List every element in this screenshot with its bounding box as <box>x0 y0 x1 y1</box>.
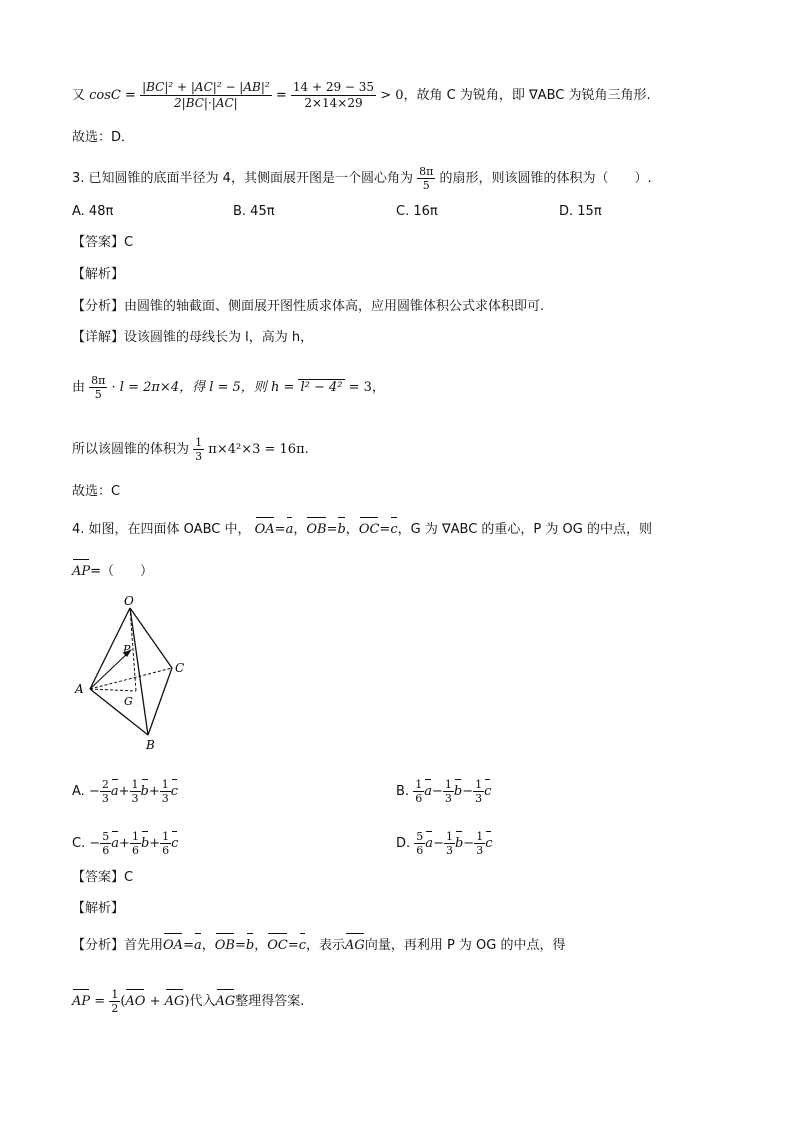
q4-stem-cont: AP=（ ） <box>72 562 153 582</box>
cos-c: cosC <box>89 88 121 103</box>
label-b: B <box>146 738 155 752</box>
q3-step1: 由 $\frac{8\pi}{5}$ · l = 2π×4，得 l = 5，则 h = l² − 4² = 3， <box>72 374 385 401</box>
q3-option-b[interactable]: B. 45π <box>233 204 275 219</box>
vec-ao: AO <box>125 992 145 1012</box>
label-g: G <box>124 695 133 708</box>
q4-fenxi: 【分析】首先用OA=a，OB=b，OC=c，表示AG向量，再利用 P 为 OG 的中点，得 <box>72 936 566 956</box>
q4-final: AP = $\frac{1}{2}$ (AO + AG)代入AG整理得答案. <box>72 988 305 1015</box>
step2-fraction: $\frac{1}{3}$ <box>195 436 203 463</box>
eq: = <box>125 88 136 103</box>
q3-option-a[interactable]: A. 48π <box>72 204 114 219</box>
vec-oa: OA <box>255 520 275 540</box>
edge-oc <box>130 608 172 668</box>
label-a: A <box>75 682 84 696</box>
q3-analysis-label: 【解析】 <box>72 267 125 282</box>
cos-fraction-2: $\frac{14 + 29 - 35}{2\times 14\times 29}$ <box>292 80 375 110</box>
cosine-line <box>72 80 651 111</box>
tetrahedron-figure <box>70 592 200 754</box>
cos-fraction-1: $\frac{\text{|BC|² + |AC|² − |AB|²}}{2|BC|\cdot|AC|}$ <box>142 80 270 110</box>
angle-fraction: $\frac{8\pi}{5}$ <box>419 165 434 192</box>
q3-step2: 所以该圆锥的体积为 $\frac{1}{3}$ π×4²×3 = 16π. <box>72 436 309 463</box>
segment-ap <box>90 651 130 689</box>
vec-ag: AG <box>345 936 365 956</box>
label-o: O <box>124 594 134 608</box>
edge-ac <box>90 668 172 689</box>
vec-ap: AP <box>72 562 90 582</box>
q3-fenxi: 【分析】由圆锥的轴截面、侧面展开图性质求体高，应用圆锥体积公式求体积即可. <box>72 299 545 314</box>
q4-stem: 4. 如图，在四面体 OABC 中， OA=a，OB=b，OC=c，G 为 ∇ABC 的重心，P 为 OG 的中点，则 <box>72 520 652 540</box>
q4-option-d[interactable]: D. $\frac{5}{6}$ a− $\frac{1}{3}$ b− $\frac{1}{3}$ c <box>396 830 493 857</box>
q4-analysis-label: 【解析】 <box>72 901 125 916</box>
vec-ob: OB <box>306 520 326 540</box>
q3-xiangjie: 【详解】设该圆锥的母线长为 l，高为 h， <box>72 330 314 345</box>
q3-stem: 3. 已知圆锥的底面半径为 4，其侧面展开图是一个圆心角为 $\frac{8\pi}{5}$ 的扇形，则该圆锥的体积为（ ）. <box>72 165 652 192</box>
edge-bc <box>148 668 172 735</box>
step1-fraction: $\frac{8\pi}{5}$ <box>91 374 106 401</box>
choose-d: 故选：D． <box>72 130 135 145</box>
q3-option-d[interactable]: D. 15π <box>559 204 602 219</box>
sqrt-expr: l² − 4² <box>300 380 343 395</box>
q4-option-b[interactable]: B. $\frac{1}{6}$ a− $\frac{1}{3}$ b− $\frac{1}{3}$ c <box>396 778 492 805</box>
segment-ag <box>90 689 136 691</box>
label-p: P <box>123 643 131 656</box>
vec-oc: OC <box>359 520 380 540</box>
q4-option-a[interactable]: A. − $\frac{2}{3}$ a+ $\frac{1}{3}$ b+ $\frac{1}{3}$ c <box>72 778 179 805</box>
q3-option-c[interactable]: C. 16π <box>396 204 438 219</box>
q4-answer: 【答案】C <box>72 870 134 885</box>
eq: = <box>275 88 287 103</box>
text: 又 <box>72 88 86 103</box>
edge-ob <box>130 608 148 735</box>
label-c: C <box>175 661 185 675</box>
q4-option-c[interactable]: C. − $\frac{5}{6}$ a+ $\frac{1}{6}$ b+ $\frac{1}{6}$ c <box>72 830 179 857</box>
edge-ab <box>90 689 148 735</box>
conclusion: ，故角 C 为锐角，即 ∇ABC 为锐角三角形. <box>403 88 651 103</box>
gt-zero: > 0 <box>380 88 404 103</box>
q3-choose: 故选：C <box>72 484 121 499</box>
q3-answer: 【答案】C <box>72 235 134 250</box>
